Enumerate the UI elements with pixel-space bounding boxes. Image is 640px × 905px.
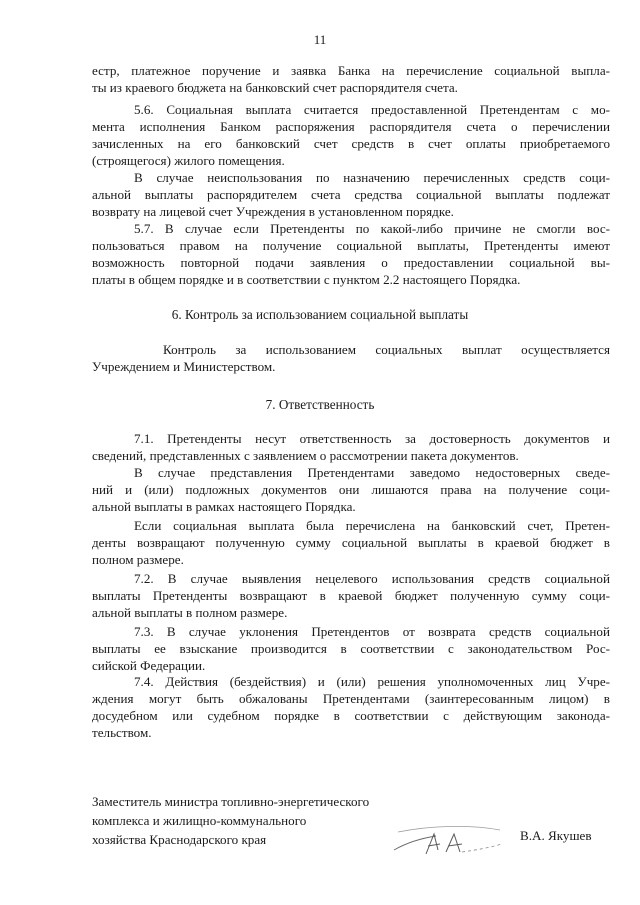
page-number: 11 [313,32,327,47]
body-line: альной выплаты распорядителем счета средства социальной выплаты подлежат [92,187,610,202]
body-line: Контроль за использованием социальных выплат осуществляется [163,342,610,357]
body-line: выплаты ее взыскание производится в соответствии с законодательством Рос- [92,641,610,656]
signatory-position-line: хозяйства Краснодарского края [92,832,267,847]
body-line: сведений, представленных с заявлением о рассмотрении пакета документов. [92,448,519,463]
signatory-position-line: Заместитель министра топливно-энергетического [92,794,370,809]
body-line: сийской Федерации. [92,658,206,673]
body-line: ты из краевого бюджета на банковский счет распорядителя счета. [92,80,458,95]
body-line: 5.6. Социальная выплата считается предоставленной Претендентам с мо- [134,102,610,117]
body-line: досудебном или судебном порядке в соответствии с действующим законода- [92,708,610,723]
body-line: 7.2. В случае выявления нецелевого использования средств социальной [134,571,610,586]
body-line: альной выплаты в полном размере. [92,605,288,620]
body-line: ждения могут быть обжалованы Претендентами (заинтересованным лицом) в [92,691,610,706]
body-line: ний и (или) подложных документов они лишаются права на получение соци- [92,482,610,497]
body-line: пользоваться правом на получение социальной выплаты, Претенденты имеют [92,238,610,253]
body-line: полном размере. [92,552,184,567]
body-line: Если социальная выплата была перечислена на банковский счет, Претен- [134,518,610,533]
body-line: тельством. [92,725,152,740]
body-line: мента исполнения Банком распоряжения распорядителя счета о перечислении [92,119,610,134]
body-line: выплаты Претенденты возвращают в краевой бюджет полученную сумму соци- [92,588,610,603]
signatory-name: В.А. Якушев [520,828,592,843]
body-line: альной выплаты в рамках настоящего Порядка. [92,499,356,514]
body-line: возможность повторной подачи заявления о предоставлении социальной вы- [92,255,610,270]
signatory-position [92,792,369,849]
body-line: В случае представления Претендентами заведомо недостоверных сведе- [134,465,610,480]
signatory-position-line: комплекса и жилищно-коммунального [92,813,307,828]
section-7-title: 7. Ответственность [265,397,375,412]
body-line: В случае неиспользования по назначению перечисленных средств соци- [134,170,610,185]
body-line: зачисленных на его банковский счет средств в счет оплаты приобретаемого [92,136,610,151]
body-line: платы в общем порядке и в соответствии с пунктом 2.2 настоящего Порядка. [92,272,521,287]
body-line: Учреждением и Министерством. [92,359,276,374]
section-6-title: 6. Контроль за использованием социальной выплаты [171,307,469,322]
body-line: (строящегося) жилого помещения. [92,153,285,168]
body-line: возврату на лицевой счет Учреждения в установленном порядке. [92,204,454,219]
body-line: 5.7. В случае если Претенденты по какой-либо причине не смогли вос- [134,221,610,236]
body-line: естр, платежное поручение и заявка Банка на перечисление социальной выпла- [92,63,610,78]
body-line: денты возвращают полученную сумму социальной выплаты в краевой бюджет в [92,535,610,550]
body-line: 7.4. Действия (бездействия) и (или) решения уполномоченных лиц Учре- [134,674,610,689]
body-line: 7.1. Претенденты несут ответственность за достоверность документов и [134,431,610,446]
handwritten-signature [388,820,508,860]
body-line: 7.3. В случае уклонения Претендентов от возврата средств социальной [134,624,610,639]
